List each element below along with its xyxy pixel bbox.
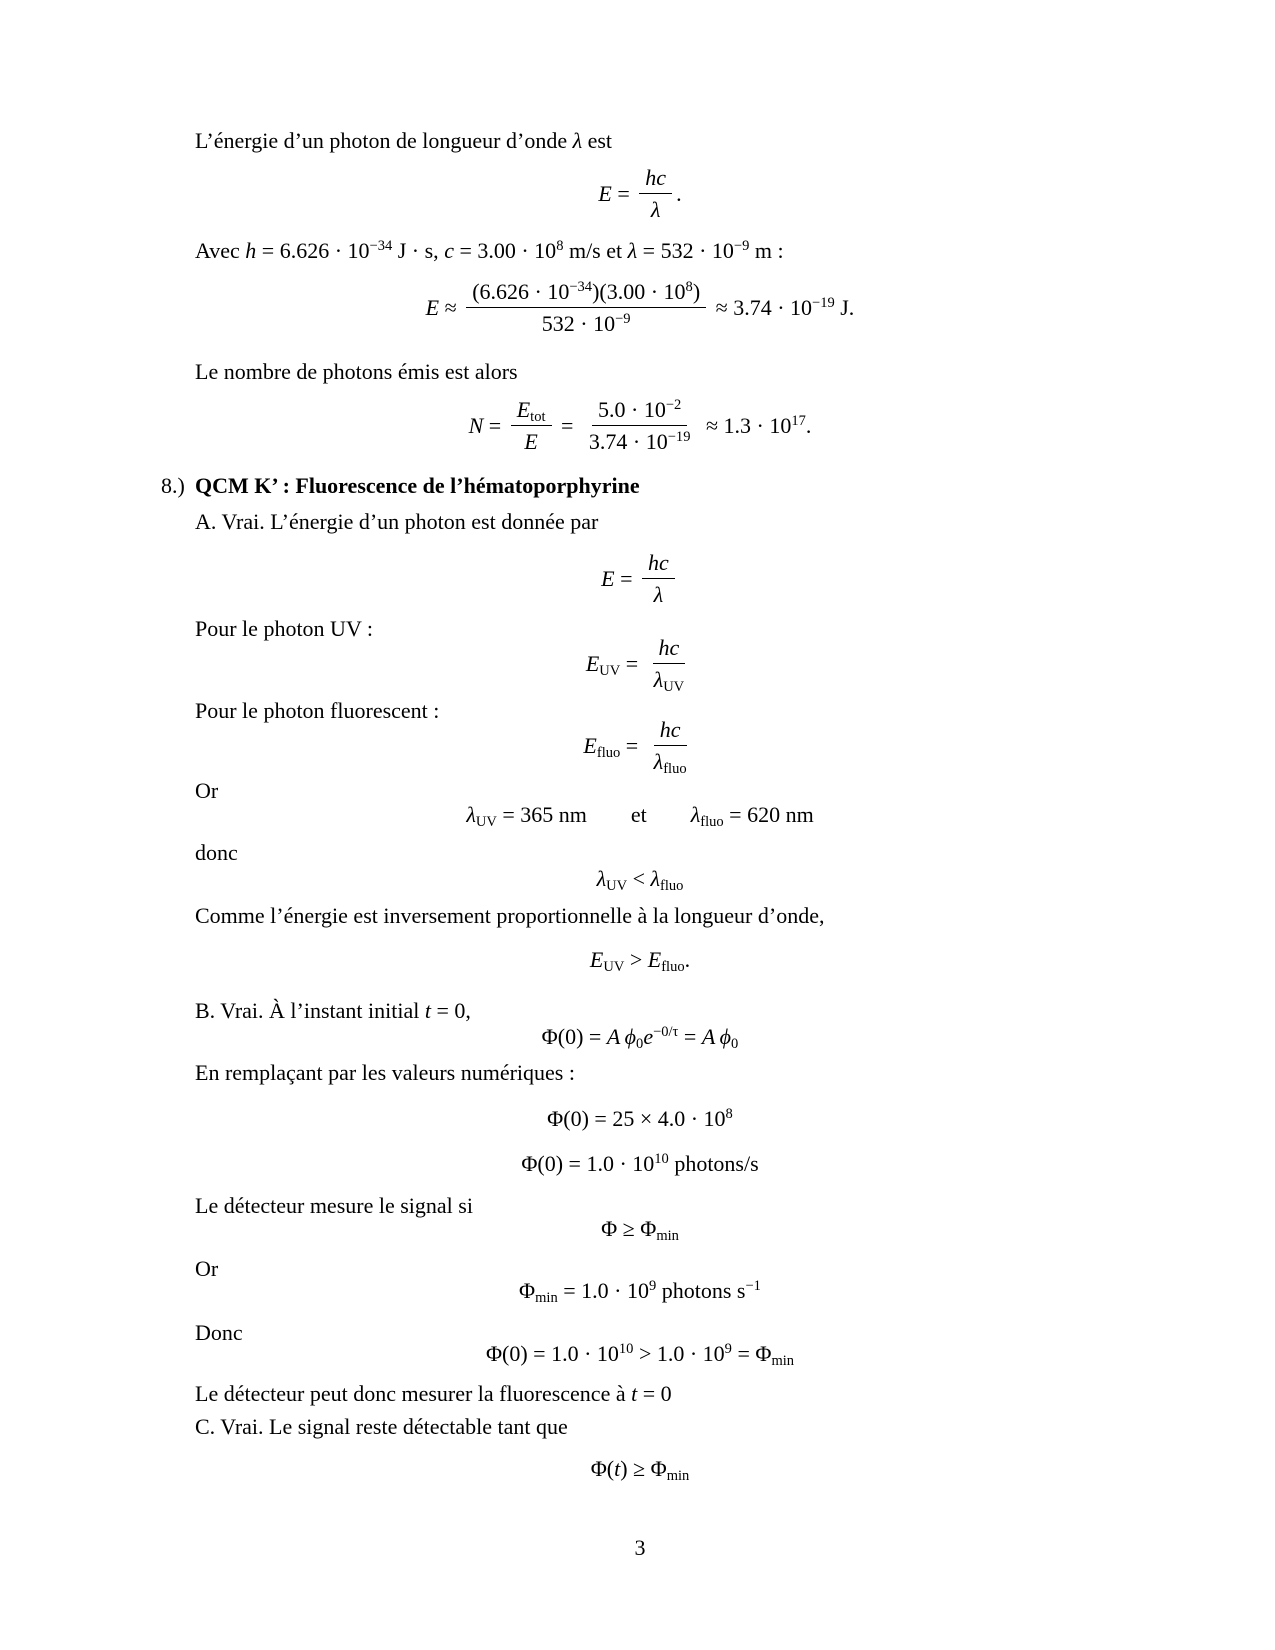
equation-lhs: E = bbox=[598, 181, 636, 206]
paragraph-detector-conclusion: Le détecteur peut donc mesurer la fluorescence à t = 0 bbox=[195, 1381, 672, 1406]
fraction bbox=[466, 278, 706, 337]
fraction-denominator: $532 \cdot 10^{-9}$ bbox=[541, 311, 631, 336]
heading-title: QCM K’ : Fluorescence de l’hématoporphyrine bbox=[195, 473, 640, 498]
fraction-numerator: hc bbox=[654, 716, 687, 746]
fraction-numerator: $5.0 \cdot 10^{-2}$ bbox=[592, 396, 687, 426]
paragraph-intro-energy: L’énergie d’un photon de longueur d’onde λ est bbox=[195, 128, 613, 153]
equation-lhs: E ≈ bbox=[425, 295, 463, 320]
fraction-denominator: λ bbox=[650, 197, 661, 222]
equation-mid: = bbox=[555, 413, 579, 438]
equation-photon-energy bbox=[195, 164, 1085, 223]
paragraph-donc-2: Donc bbox=[195, 1320, 243, 1345]
page-number: 3 bbox=[634, 1535, 646, 1560]
equation-flux-time-condition: $\Phi(t) \ge \Phi_{min}$ bbox=[590, 1456, 690, 1485]
fraction bbox=[648, 634, 691, 696]
equation-rhs: ≈ $1.3 \cdot 10^{17}$. bbox=[700, 413, 812, 438]
fraction-numerator: hc bbox=[642, 549, 675, 579]
section-heading bbox=[161, 470, 1085, 501]
paragraph-or-1: Or bbox=[195, 778, 219, 803]
fraction bbox=[511, 396, 552, 455]
equation-energy-numeric bbox=[195, 278, 1085, 337]
paragraph-statement-c: C. Vrai. Le signal reste détectable tant que bbox=[195, 1414, 568, 1439]
paragraph-uv-photon: Pour le photon UV : bbox=[195, 616, 374, 641]
equation-lhs: N = bbox=[468, 413, 507, 438]
equation-energy-fluo bbox=[195, 716, 1085, 778]
fraction-denominator: $\lambda_{fluo}$ bbox=[653, 749, 687, 778]
fraction-denominator: E bbox=[524, 429, 538, 454]
paragraph-statement-b: B. Vrai. À l’instant initial t = 0, bbox=[195, 998, 471, 1023]
paragraph-statement-a: A. Vrai. L’énergie d’un photon est donnée par bbox=[195, 509, 599, 534]
paragraph-energy-inverse: Comme l’énergie est inversement proportionnelle à la longueur d’onde, bbox=[195, 903, 825, 928]
paragraph-constants: Avec $h = 6.626 \cdot 10^{-34}$ J · s, $c = 3.00 \cdot 10^8$ m/s et $\lambda = 532 \cdot 10^{-9}$ m : bbox=[195, 238, 784, 263]
paragraph-photon-count: Le nombre de photons émis est alors bbox=[195, 359, 518, 384]
equation-photon-energy-2 bbox=[195, 549, 1085, 608]
equation-flux-comparison: $\Phi(0) = 1.0 \cdot 10^{10} > 1.0 \cdot 10^9 = \Phi_{min}$ bbox=[485, 1341, 795, 1370]
content-area bbox=[161, 0, 1085, 1650]
equation-photon-count bbox=[195, 396, 1085, 455]
equation-lhs: $E_{fluo}$ = bbox=[583, 733, 644, 762]
item-number: 8.) bbox=[161, 473, 185, 498]
fraction bbox=[639, 164, 672, 223]
fraction bbox=[642, 549, 675, 608]
equation-flux-initial: Φ(0) = A $\phi_0e^{-0/\tau} = A$ $\phi_0$ bbox=[541, 1024, 739, 1053]
equation-rhs: . bbox=[676, 181, 682, 206]
fraction bbox=[583, 396, 697, 455]
paragraph-fluo-photon: Pour le photon fluorescent : bbox=[195, 698, 440, 723]
fraction-numerator: $E_{tot}$ bbox=[511, 396, 552, 426]
fraction bbox=[648, 716, 693, 778]
equation-flux-threshold: $\Phi \ge \Phi_{min}$ bbox=[601, 1216, 679, 1245]
paragraph-or-2: Or bbox=[195, 1256, 219, 1281]
paragraph-donc-1: donc bbox=[195, 840, 238, 865]
fraction-numerator: hc bbox=[653, 634, 686, 664]
equation-wavelength-values: $\lambda_{UV} = 365$ nm et $\lambda_{fluo} = 620$ nm bbox=[466, 802, 814, 831]
equation-flux-min: $\Phi_{min} = 1.0 \cdot 10^9$ photons $s^{-1}$ bbox=[519, 1278, 761, 1307]
paragraph-numeric-substitution: En remplaçant par les valeurs numériques : bbox=[195, 1060, 575, 1085]
equation-wavelength-inequality: $\lambda_{UV} < \lambda_{fluo}$ bbox=[596, 866, 684, 895]
equation-energy-uv bbox=[195, 634, 1085, 696]
paragraph-detector-condition: Le détecteur mesure le signal si bbox=[195, 1193, 473, 1218]
equation-rhs: ≈ $3.74 \cdot 10^{-19}$ J. bbox=[710, 295, 855, 320]
fraction-numerator: $(6.626 \cdot 10^{-34})(3.00 \cdot 10^8)$ bbox=[466, 278, 706, 308]
equation-lhs: $E_{UV}$ = bbox=[585, 651, 644, 680]
fraction-numerator: hc bbox=[639, 164, 672, 194]
equation-lhs: E = bbox=[601, 566, 639, 591]
fraction-denominator: $3.74 \cdot 10^{-19}$ bbox=[588, 429, 691, 454]
equation-energy-inequality: $E_{UV} > E_{fluo}$. bbox=[589, 947, 691, 976]
equation-flux-value: $\Phi(0) = 1.0 \cdot 10^{10}$ photons/s bbox=[521, 1151, 759, 1176]
fraction-denominator: λ bbox=[653, 582, 664, 607]
equation-flux-product: $\Phi(0) = 25 \times 4.0 \cdot 10^8$ bbox=[547, 1106, 733, 1131]
fraction-denominator: $\lambda_{UV}$ bbox=[653, 667, 685, 696]
